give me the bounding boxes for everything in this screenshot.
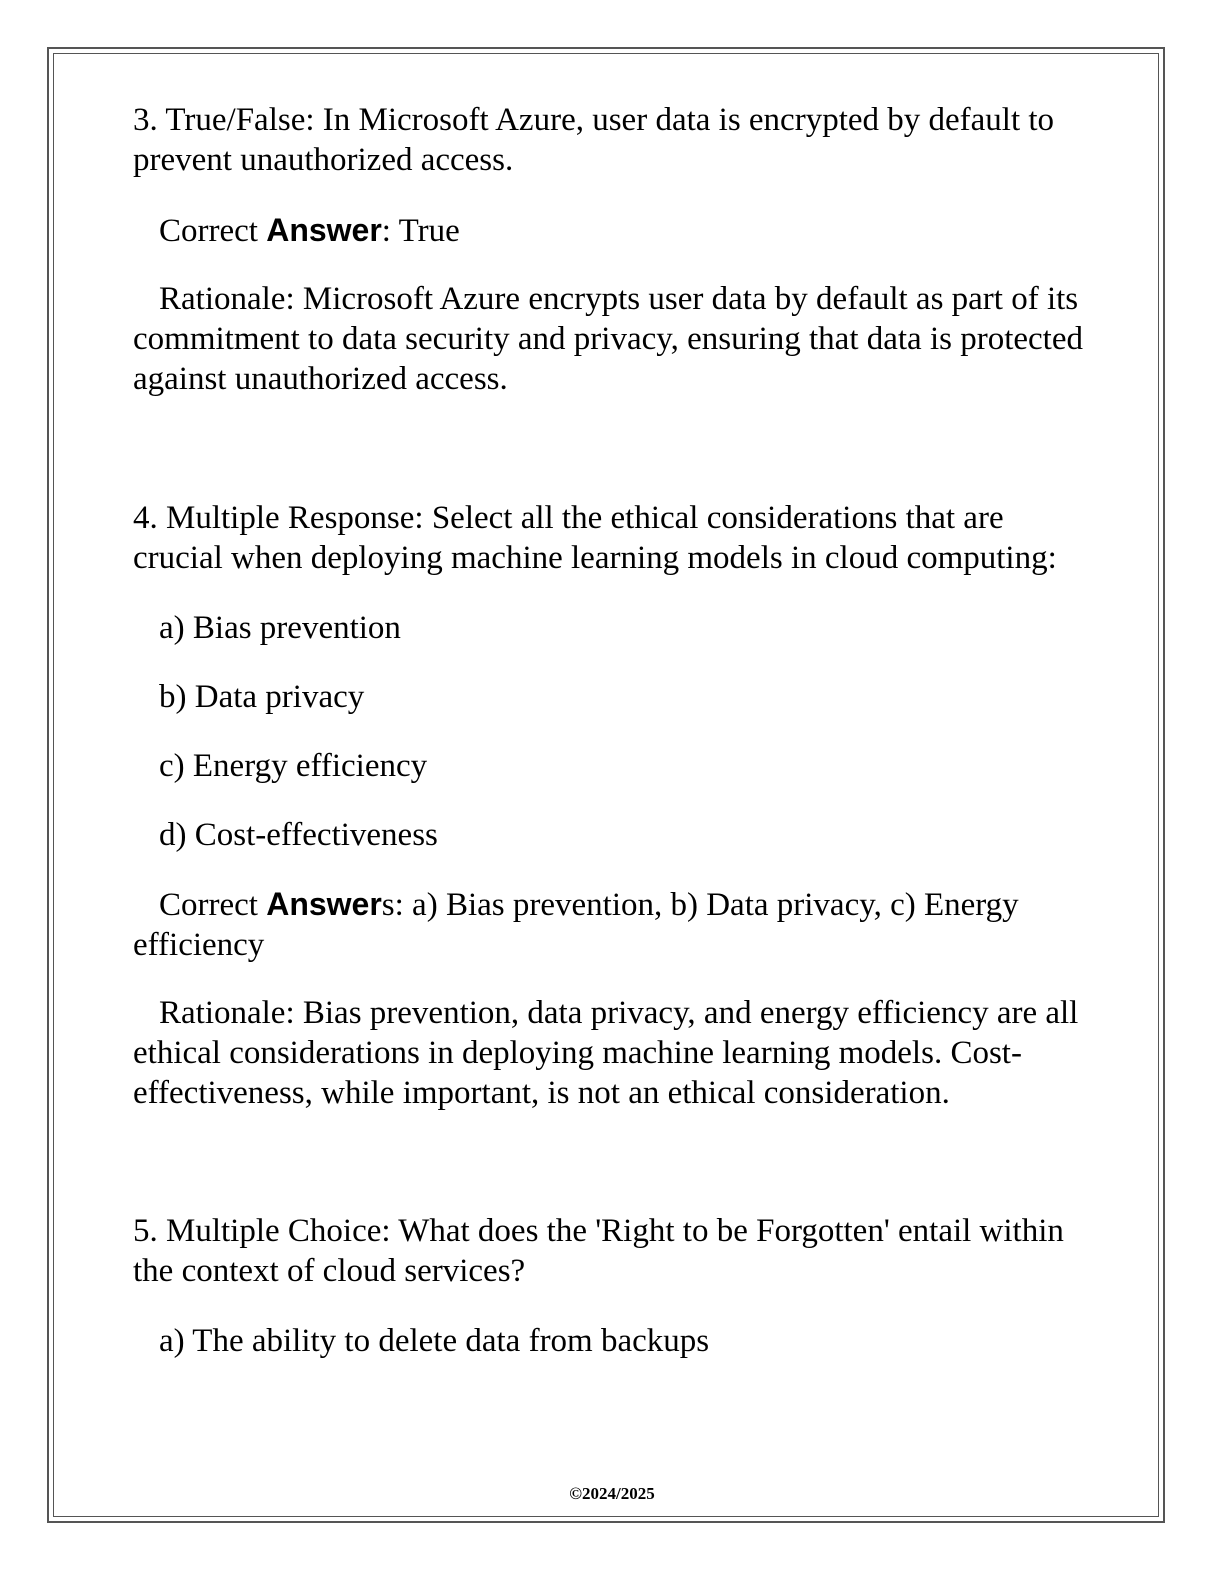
q5-option-a: a) The ability to delete data from backups — [159, 1323, 710, 1359]
q4-option-d: d) Cost-effectiveness — [159, 817, 438, 853]
q3-rationale: Rationale: Microsoft Azure encrypts user data by default as part of its commitment to data security and privacy, ensuring that data is protected against unauthorized access. — [133, 281, 1083, 397]
q4-question: 4. Multiple Response: Select all the ethical considerations that are crucial when deploying machine learning models in cloud computing: — [133, 500, 1057, 576]
q4-option-c: c) Energy efficiency — [159, 748, 428, 784]
copyright-footer: ©2024/2025 — [569, 1484, 655, 1503]
q4-option-a: a) Bias prevention — [159, 610, 401, 646]
document-body — [133, 100, 1093, 1361]
q4-correct-answers: Correct Answers: a) Bias prevention, b) Data privacy, c) Energy efficiency — [133, 886, 1019, 963]
q3-correct-answer: Correct Answer: True — [159, 212, 460, 249]
q3-question: 3. True/False: In Microsoft Azure, user data is encrypted by default to prevent unauthorized access. — [133, 102, 1055, 178]
q4-rationale: Rationale: Bias prevention, data privacy, and energy efficiency are all ethical considerations in deploying machine learning models. Cost-effectiveness, while important, is not an ethical consideration. — [133, 995, 1079, 1111]
q4-option-b: b) Data privacy — [159, 679, 365, 715]
q5-question: 5. Multiple Choice: What does the 'Right to be Forgotten' entail within the context of cloud services? — [133, 1213, 1064, 1289]
